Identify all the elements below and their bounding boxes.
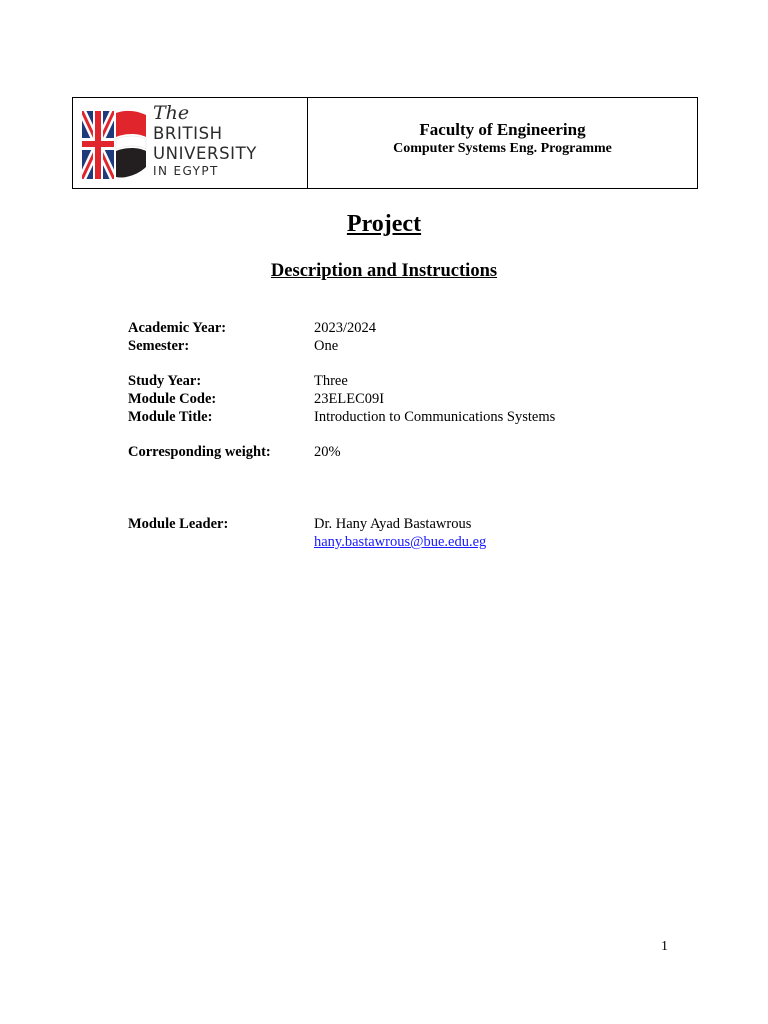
programme-title: Computer Systems Eng. Programme [393,141,612,156]
faculty-cell [308,98,697,188]
logo-line-university: UNIVERSITY [153,143,257,163]
semester-value: One [314,338,339,354]
page-number: 1 [661,939,668,954]
module-title-value: Introduction to Communications Systems [314,409,556,425]
weight-label: Corresponding weight: [128,444,271,460]
logo-cell [73,98,308,188]
module-leader-label: Module Leader: [128,516,229,532]
faculty-title: Faculty of Engineering [419,120,586,139]
academic-year-value: 2023/2024 [314,320,377,336]
logo-line-in-egypt: IN EGYPT [153,164,219,178]
module-title-label: Module Title: [128,409,213,425]
logo-line-british: BRITISH [153,124,223,143]
module-code-value: 23ELEC09I [314,391,385,407]
semester-label: Semester: [128,338,190,354]
university-logo-icon [82,107,148,179]
page-subtitle: Description and Instructions [270,261,498,281]
academic-year-label: Academic Year: [128,320,227,336]
weight-value: 20% [314,444,341,460]
module-code-label: Module Code: [128,391,217,407]
page-title: Project [346,211,422,237]
study-year-value: Three [314,373,348,389]
leader-email-link[interactable]: hany.bastawrous@bue.edu.eg [314,534,487,550]
study-year-label: Study Year: [128,373,202,389]
module-leader-value: Dr. Hany Ayad Bastawrous [314,516,472,532]
logo-wordmark [153,104,257,177]
header-table [72,97,698,189]
logo-line-the: The [153,102,190,124]
